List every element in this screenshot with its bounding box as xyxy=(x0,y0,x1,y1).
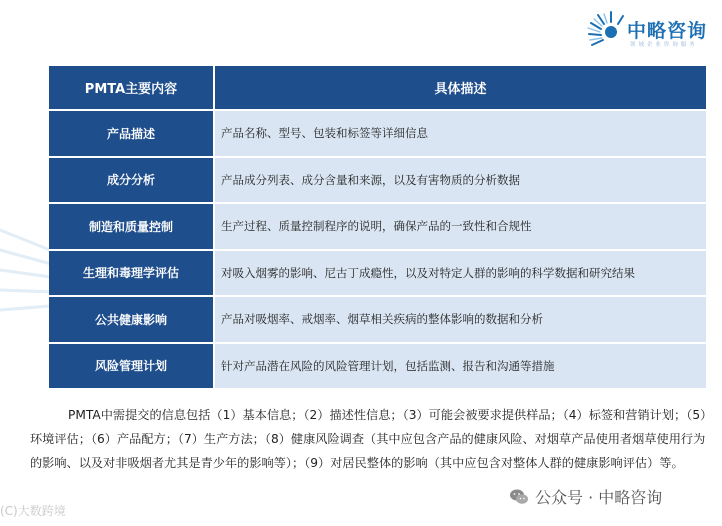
header-pmta-content: PMTA主要内容 xyxy=(49,66,215,109)
row-key: 制造和质量控制 xyxy=(49,204,215,249)
row-value: 产品名称、型号、包装和标签等详细信息 xyxy=(215,111,706,156)
company-logo xyxy=(583,10,713,50)
table-row xyxy=(49,342,706,389)
row-key: 风险管理计划 xyxy=(49,344,215,389)
wechat-account xyxy=(509,485,662,508)
logo-name: 中略咨询 xyxy=(627,20,708,42)
row-value: 产品对吸烟率、戒烟率、烟草相关疾病的整体影响的数据和分析 xyxy=(215,297,706,342)
row-key: 公共健康影响 xyxy=(49,297,215,342)
pmta-content-table xyxy=(49,66,706,388)
row-value: 产品成分列表、成分含量和来源，以及有害物质的分析数据 xyxy=(215,158,706,203)
header-description: 具体描述 xyxy=(215,66,706,109)
wechat-account-name: 公众号 · 中略咨询 xyxy=(535,488,663,507)
table-row xyxy=(49,156,706,203)
corner-watermark: (C)大数跨境 xyxy=(0,504,66,518)
row-key: 产品描述 xyxy=(49,111,215,156)
row-value: 针对产品潜在风险的风险管理计划，包括监测、报告和沟通等措施 xyxy=(215,344,706,389)
logo-rays-icon xyxy=(583,10,625,50)
table-row xyxy=(49,295,706,342)
wechat-icon xyxy=(509,487,529,507)
table-header xyxy=(49,66,706,109)
table-row xyxy=(49,202,706,249)
row-value: 对吸入烟雾的影响、尼古丁成瘾性，以及对特定人群的影响的科学数据和研究结果 xyxy=(215,251,706,296)
row-key: 成分分析 xyxy=(49,158,215,203)
row-key: 生理和毒理学评估 xyxy=(49,251,215,296)
body-paragraph: PMTA中需提交的信息包括（1）基本信息；（2）描述性信息；（3）可能会被要求提供样品；（4）标签和营销计划；（5）环境评估；（6）产品配方；（7）生产方法；（8）健康风险调查（其中应包含产品的健康风险、对烟草产品使用者烟草使用行为的影响、以及对非吸烟者尤其是青少年的影响等）；（9）对居民整体的影响（其中应包含对整体人群的健康影响评估）等。 xyxy=(30,408,707,470)
logo-tagline: 领 域 企 业 咨 询 服 务 xyxy=(630,42,696,48)
table-row xyxy=(49,109,706,156)
row-value: 生产过程、质量控制程序的说明，确保产品的一致性和合规性 xyxy=(215,204,706,249)
table-row xyxy=(49,249,706,296)
